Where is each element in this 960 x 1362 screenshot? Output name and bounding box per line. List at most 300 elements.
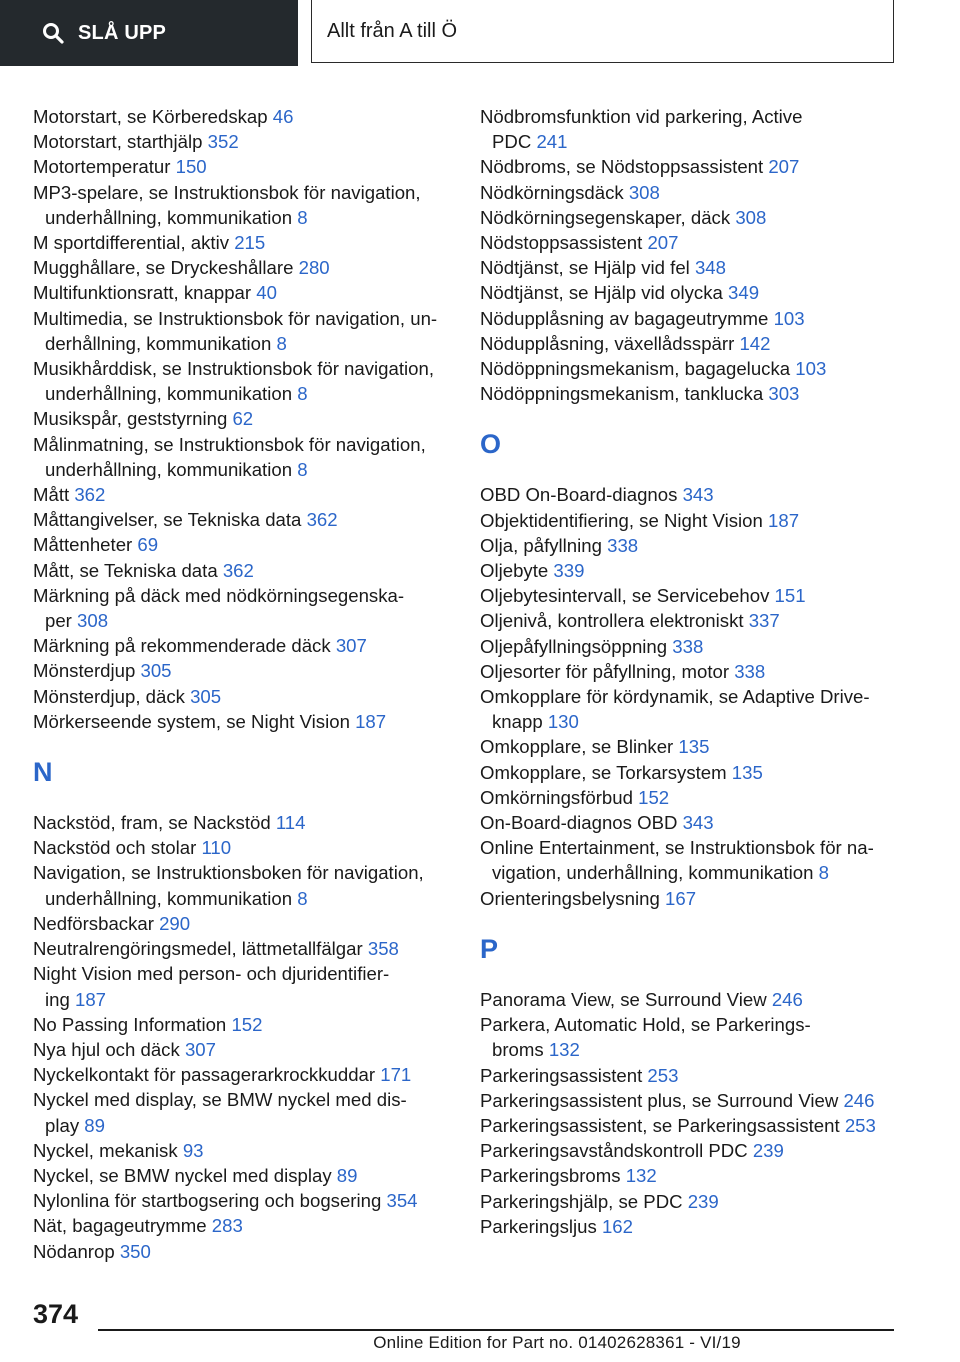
index-entry [33,961,453,1011]
index-entry-line [480,1163,900,1188]
index-entry [33,1213,453,1238]
index-entry-line [480,280,900,305]
index-entry [33,356,453,406]
index-page-link[interactable]: 354 [386,1190,418,1212]
index-section-letter: O [480,429,502,460]
index-entry [480,760,900,785]
footer-divider [98,1329,894,1331]
index-entry [33,558,453,583]
index-entry [480,482,900,507]
index-entry-text: broms [492,1039,549,1061]
index-entry-text: Motorstart, se Körberedskap [33,106,273,127]
search-button-label: SLÅ UPP [78,21,167,44]
index-entry-line [33,1239,453,1264]
index-page-link[interactable]: 350 [119,1240,151,1262]
index-entry-text: Multimedia, se Instruktionsbok för navigation, un- [33,307,438,329]
index-entry [33,255,453,280]
index-entry-line [33,482,453,507]
index-page-link[interactable]: 362 [306,509,338,531]
index-entry [480,255,900,280]
index-page-link[interactable]: 62 [232,408,254,430]
index-entry-line [33,1138,453,1163]
index-entry [480,1088,900,1113]
index-entry-text: Musikspår, geststyrning [33,408,233,430]
index-entry-line [480,255,900,280]
index-entry-line [480,180,900,205]
index-page-link[interactable]: 93 [182,1139,204,1161]
index-entry-line [480,987,900,1012]
index-entry [480,180,900,205]
index-entry-line [480,1088,900,1113]
index-page-link[interactable]: 40 [256,282,277,304]
index-entry-text: Mörkerseende system, se Night Vision [33,710,356,732]
index-page-link[interactable]: 303 [768,383,800,405]
index-entry [480,659,900,684]
index-entry-line [33,381,453,406]
index-page-link[interactable]: 89 [336,1164,358,1186]
search-icon [42,22,64,44]
section-title-box [311,0,894,63]
index-page-link[interactable]: 167 [665,887,697,909]
index-entry-text: MP3-spelare, se Instruktionsbok för navigation, [33,181,421,203]
index-entry-text: M sportdifferential, aktiv [33,232,235,254]
index-page-link[interactable]: 187 [74,988,107,1010]
index-entry-text: Mått [33,484,75,506]
index-page-link[interactable]: 187 [768,509,800,531]
index-page-link[interactable]: 150 [175,156,207,178]
index-page-link[interactable]: 103 [773,307,805,329]
index-entry-text: Mönsterdjup [33,660,141,682]
search-button[interactable] [0,0,298,66]
index-entry-text: Nya hjul och däck [33,1038,185,1060]
index-entry [480,558,900,583]
index-entry-line [480,331,900,356]
index-entry-line [480,533,900,558]
index-entry-text: Musikhårddisk, se Instruktionsbok för navigation, [33,358,434,380]
header-bar [0,0,960,66]
index-page-link[interactable]: 152 [638,786,670,808]
index-column-right [480,104,900,1239]
index-page-link[interactable]: 162 [601,1215,633,1237]
index-entry [33,633,453,658]
index-entry-text: Navigation, se Instruktionsboken för navigation, [33,862,424,884]
index-entry [33,583,453,633]
index-entry-text: Märkning på rekommenderade däck [33,635,336,657]
index-entry-text: Parkera, Automatic Hold, se Parkerings- [480,1014,811,1036]
index-entry-text: knapp [492,711,548,733]
index-entry-text: Orienteringsbelysning [480,887,666,909]
index-page-link[interactable]: 152 [231,1013,263,1035]
index-entry [33,280,453,305]
index-section-letter: P [480,933,499,964]
index-entry-line [33,987,453,1012]
index-page-link[interactable]: 103 [795,358,827,380]
index-entry-text: Omkopplare, se Torkarsystem [480,761,732,783]
index-page-link[interactable]: 362 [74,484,106,506]
index-page-link[interactable]: 239 [752,1140,784,1162]
index-page-link[interactable]: 151 [774,585,806,607]
index-entry-text: On-Board-diagnos OBD [480,812,683,834]
index-entry-line [480,1214,900,1239]
index-entry-text: Nyckel med display, se BMW nyckel med dis- [33,1089,407,1111]
index-entry-line [480,1037,900,1062]
index-entry-line [480,558,900,583]
index-entry-text: Nödupplåsning av bagageutrymme [480,307,774,329]
index-entry [480,785,900,810]
index-entry-text: play [45,1114,85,1136]
index-entry [480,734,900,759]
index-entry-text: Parkeringsassistent [480,1064,648,1086]
index-page-link[interactable]: 290 [159,912,191,934]
index-entry-text: underhållning, kommunikation [45,383,298,405]
index-entry-line [480,356,900,381]
index-page-link[interactable]: 207 [647,232,679,254]
index-page-link[interactable]: 349 [728,282,760,304]
index-entry-line [33,1163,453,1188]
index-entry-text: Motortemperatur [33,156,176,178]
index-entry [480,356,900,381]
index-page-link[interactable]: 338 [734,660,766,682]
index-entry [33,1239,453,1264]
index-entry-text: PDC [492,131,537,153]
index-page-link[interactable]: 215 [234,232,266,254]
index-entry-line [33,886,453,911]
index-page-link[interactable]: 8 [297,206,308,228]
index-entry [33,1037,453,1062]
index-entry [480,381,900,406]
index-entry-text: Olja, påfyllning [480,534,608,556]
index-page-link[interactable]: 171 [380,1064,412,1086]
index-entry-line [33,532,453,557]
index-entry [480,306,900,331]
index-page-link[interactable]: 110 [201,837,232,859]
index-page-link[interactable]: 305 [140,660,172,682]
index-entry [480,1063,900,1088]
index-entry-line [480,734,900,759]
index-entry-line [480,508,900,533]
index-page-link[interactable]: 338 [672,635,704,657]
index-entry-text: Parkeringshjälp, se PDC [480,1190,688,1212]
index-entry-line [480,860,900,885]
index-entry [480,331,900,356]
index-entry-line [33,1037,453,1062]
index-entry-line [33,356,453,381]
index-entry-text: underhållning, kommunikation [45,887,298,909]
index-entry-line [33,835,453,860]
index-page-link[interactable]: 348 [694,257,726,279]
index-entry [480,533,900,558]
index-entry [480,810,900,835]
index-entry-line [480,1113,900,1138]
index-page-link[interactable]: 253 [844,1114,876,1136]
index-entry-line [480,659,900,684]
index-entry-text: Mått, se Tekniska data [33,559,223,581]
index-entry-text: ing [45,988,75,1010]
index-page-link[interactable]: 8 [297,887,308,909]
index-entry [480,1138,900,1163]
index-entry [33,507,453,532]
footer-edition-text: Online Edition for Part no. 01402628361 - VI/19 [373,1333,741,1352]
index-entry-line [480,760,900,785]
index-entry [480,205,900,230]
index-entry-line [33,457,453,482]
index-page-link[interactable]: 114 [275,812,306,834]
index-entry-text: Nät, bagageutrymme [33,1215,212,1237]
index-entry-text: underhållning, kommunikation [45,206,298,228]
index-entry-line [33,1188,453,1213]
index-entry-text: Oljebyte [480,560,554,582]
index-entry-text: Neutralrengöringsmedel, lättmetallfälgar [33,938,368,960]
index-entry-text: OBD On-Board-diagnos [480,484,683,506]
index-entry-line [33,154,453,179]
index-page-link[interactable]: 46 [272,106,294,127]
index-entry-text: Nödupplåsning, växellådsspärr [480,332,740,354]
index-entry-text: Nyckel, se BMW nyckel med display [33,1164,337,1186]
index-entry-line [33,1213,453,1238]
index-entry [33,835,453,860]
index-entry-text: Objektidentifiering, se Night Vision [480,509,769,531]
index-entry-text: Nödstoppsassistent [480,232,648,254]
index-page-link[interactable]: 308 [628,181,660,203]
index-entry [33,406,453,431]
index-entry [480,1189,900,1214]
index-entry-line [480,205,900,230]
index-entry [33,1188,453,1213]
index-entry [33,936,453,961]
index-entry-line [33,432,453,457]
index-entry-text: Nedförsbackar [33,912,160,934]
index-entry-text: Nackstöd, fram, se Nackstöd [33,812,276,834]
index-entry-line [33,406,453,431]
index-entry-line [33,255,453,280]
index-entry-line [480,154,900,179]
index-page-link[interactable]: 338 [607,534,639,556]
index-page-link[interactable]: 337 [748,610,780,632]
index-entry-text: Parkeringsbroms [480,1165,626,1187]
index-entry-text: Nödtjänst, se Hjälp vid olycka [480,282,729,304]
index-entry [480,1163,900,1188]
index-page-link[interactable]: 130 [547,711,579,733]
index-page-link[interactable]: 69 [137,534,159,556]
index-entry-text: Omkopplare, se Blinker [480,736,679,758]
index-entry-line [480,835,900,860]
index-entry-line [33,230,453,255]
index-entry [480,154,900,179]
index-entry-text: Måttenheter [33,534,138,556]
index-page-link[interactable]: 253 [647,1064,679,1086]
index-page-link[interactable]: 8 [297,458,308,480]
index-page-link[interactable]: 8 [297,383,308,405]
index-entry [33,532,453,557]
index-entry-text: Måttangivelser, se Tekniska data [33,509,307,531]
index-entry-text: derhållning, kommunikation [45,332,277,354]
index-entry [480,987,900,1012]
index-entry-text: Parkeringsassistent, se Parkeringsassistent [480,1114,845,1136]
index-entry [480,1113,900,1138]
index-entry-line [480,230,900,255]
index-entry [33,1087,453,1137]
index-page-link[interactable]: 135 [678,736,710,758]
index-entry-text: Parkeringsavståndskontroll PDC [480,1140,753,1162]
index-entry-text: Parkeringsljus [480,1215,602,1237]
index-entry-line [480,1138,900,1163]
index-entry-text: Nödtjänst, se Hjälp vid fel [480,257,695,279]
index-entry-text: Nödkörningsdäck [480,181,629,203]
index-entry-text: Nackstöd och stolar [33,837,202,859]
index-entry [480,608,900,633]
index-entry-text: Multifunktionsratt, knappar [33,282,257,304]
index-page-link[interactable]: 352 [207,131,239,153]
index-page-link[interactable]: 239 [687,1190,719,1212]
index-entry-text: Nyckelkontakt för passagerarkrockkuddar [33,1064,381,1086]
index-entry-line [33,860,453,885]
index-entry-text: Nödbroms, se Nödstoppsassistent [480,156,769,178]
index-entry-line [480,381,900,406]
index-entry-text: Oljepåfyllningsöppning [480,635,673,657]
index-entry-line [33,810,453,835]
index-entry-text: Märkning på däck med nödkörningsegenska- [33,584,405,606]
index-entry-text: underhållning, kommunikation [45,458,298,480]
index-entry [33,104,453,129]
index-entry-text: Online Entertainment, se Instruktionsbok för na- [480,837,874,859]
index-entry [33,306,453,356]
index-entry-text: Nylonlina för startbogsering och bogsering [33,1190,387,1212]
index-entry-line [480,684,900,709]
index-entry-line [480,482,900,507]
index-entry [33,911,453,936]
index-entry-line [33,180,453,205]
index-entry [480,280,900,305]
index-page-link[interactable]: 307 [335,635,367,657]
index-page-link[interactable]: 358 [367,938,399,960]
index-entry [33,230,453,255]
index-page-link[interactable]: 339 [553,560,585,582]
index-entry [33,684,453,709]
index-entry-line [33,205,453,230]
index-entry-line [480,608,900,633]
index-entry-line [33,583,453,608]
index-entry [33,154,453,179]
index-entry-text: Nödöppningsmekanism, bagagelucka [480,358,796,380]
index-entry-line [33,306,453,331]
index-entry [33,860,453,910]
index-section-letter: N [33,757,53,788]
index-entry-text: Mugghållare, se Dryckeshållare [33,257,299,279]
index-entry-line [480,583,900,608]
index-entry-line [480,1012,900,1037]
index-page-link[interactable]: 280 [298,257,330,279]
index-page-link[interactable]: 8 [818,862,829,884]
index-entry-line [33,1087,453,1112]
index-entry [480,1012,900,1062]
index-entry-line [480,886,900,911]
index-entry-line [33,331,453,356]
index-column-left [33,104,453,1264]
index-page-link[interactable]: 132 [625,1165,657,1187]
index-entry-line [480,785,900,810]
index-page-link[interactable]: 343 [682,812,714,834]
index-entry-line [33,961,453,986]
index-entry-line [33,507,453,532]
index-entry-text: Panorama View, se Surround View [480,988,772,1010]
index-page-link[interactable]: 308 [735,206,767,228]
index-page-link[interactable]: 132 [548,1039,580,1061]
index-page-link[interactable]: 305 [190,685,222,707]
index-entry-text: Omkopplare för kördynamik, se Adaptive Drive- [480,686,870,708]
index-entry-text: Målinmatning, se Instruktionsbok för navigation, [33,433,426,455]
index-entry-line [480,1189,900,1214]
index-page-link[interactable]: 135 [731,761,763,783]
index-entry [480,634,900,659]
index-entry-line [480,306,900,331]
index-entry-line [33,936,453,961]
index-entry-text: Parkeringsassistent plus, se Surround View [480,1089,844,1111]
index-page-link[interactable]: 307 [184,1038,216,1060]
index-entry-text: Oljesorter för påfyllning, motor [480,660,735,682]
index-page-link[interactable]: 283 [211,1215,243,1237]
index-entry-line [33,558,453,583]
index-entry-text: Nödanrop [33,1240,120,1262]
index-entry-line [480,810,900,835]
index-entry [33,1062,453,1087]
index-entry-text: per [45,610,78,632]
index-entry-line [480,129,900,154]
section-title: Allt från A till Ö [327,19,458,42]
index-entry-line [33,658,453,683]
index-page-link[interactable]: 142 [739,332,771,354]
index-entry-line [33,1012,453,1037]
index-entry-line [33,608,453,633]
index-entry-text: vigation, underhållning, kommunikation [492,862,819,884]
index-entry [480,104,900,154]
index-entry-line [480,1063,900,1088]
index-entry [33,1138,453,1163]
index-entry-text: Mönsterdjup, däck [33,685,191,707]
index-page-link[interactable]: 89 [84,1114,105,1136]
index-entry-line [480,634,900,659]
page-number: 374 [33,1299,79,1329]
index-entry-line [480,104,900,129]
index-entry-text: Motorstart, starthjälp [33,131,208,153]
index-entry [33,129,453,154]
footer-edition [0,1333,960,1353]
index-entry [33,482,453,507]
index-entry-text: Omkörningsförbud [480,786,639,808]
index-entry [33,432,453,482]
index-entry [33,658,453,683]
index-entry [480,230,900,255]
index-entry-line [33,280,453,305]
index-page-link[interactable]: 207 [768,156,800,178]
index-entry-text: No Passing Information [33,1013,232,1035]
index-entry [480,886,900,911]
index-page-link[interactable]: 343 [682,484,714,506]
index-entry [480,684,900,734]
index-page-link[interactable]: 362 [222,559,254,581]
index-entry [33,1163,453,1188]
index-page-link[interactable]: 241 [536,131,568,153]
index-page-link[interactable]: 187 [355,710,387,732]
index-page-link[interactable]: 8 [276,332,287,354]
index-page-link[interactable]: 246 [771,988,803,1010]
index-entry-text: Nödbromsfunktion vid parkering, Active [480,106,803,127]
index-entry [33,1012,453,1037]
index-entry [480,583,900,608]
index-entry-line [480,709,900,734]
index-entry [480,835,900,885]
index-page-link[interactable]: 308 [77,610,109,632]
index-page-link[interactable]: 246 [843,1089,875,1111]
